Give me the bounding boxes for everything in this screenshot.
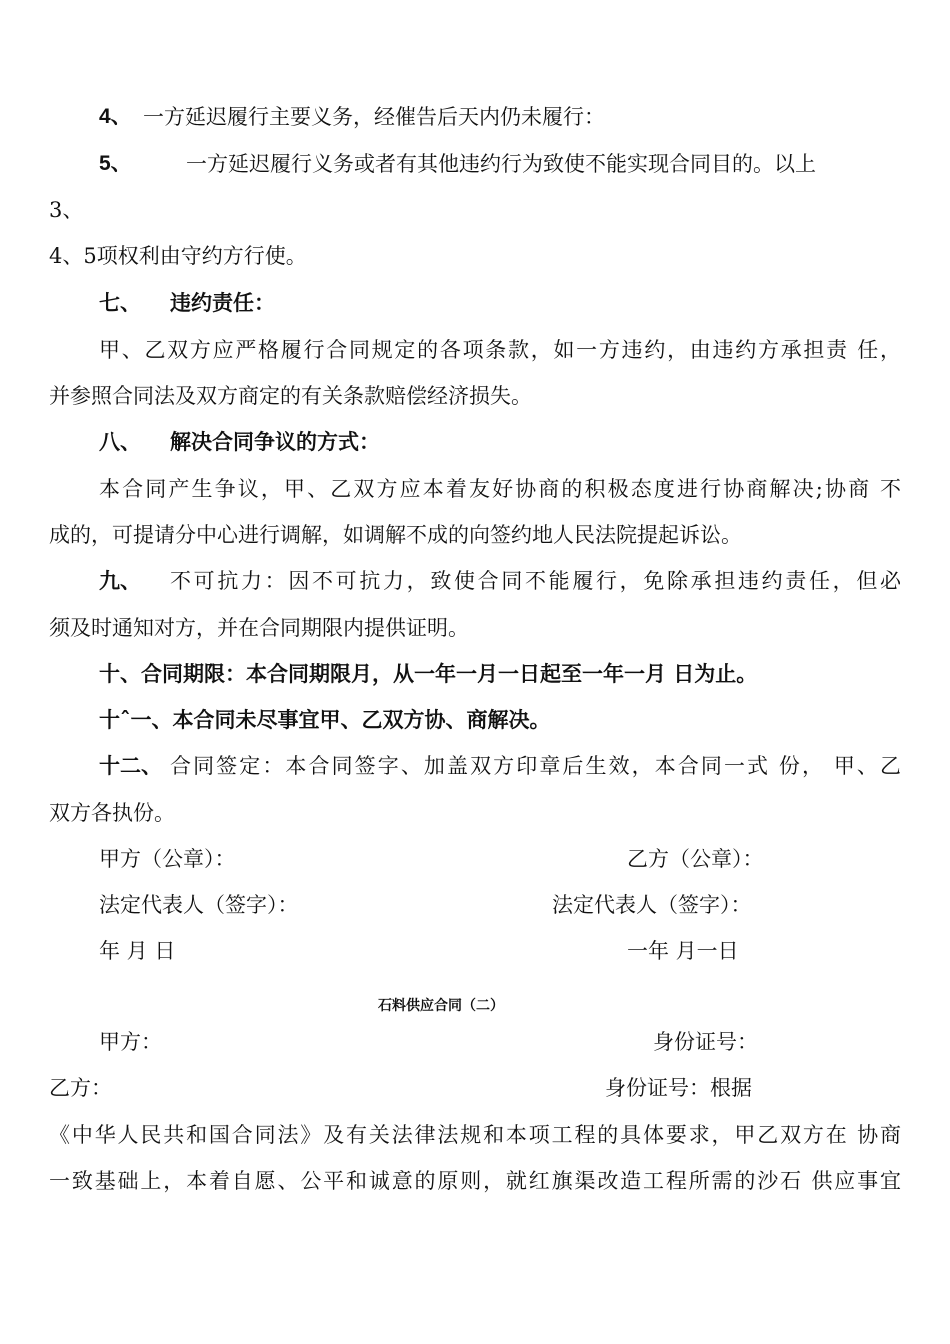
party-a-representative-label: 法定代表人（签字）： — [99, 893, 299, 917]
section8-paragraph-line1: 本合同产生争议，甲、乙双方应本着友好协商的积极态度进行协商解决;协商 不 — [99, 477, 901, 501]
section8-title: 解决合同争议的方式： — [170, 430, 380, 454]
section12-number: 十二、 — [99, 754, 162, 778]
item4-text: 一方延迟履行主要义务，经催告后天内仍未履行： — [143, 105, 605, 129]
section9-number: 九、 — [99, 569, 141, 593]
item5-text: 一方延迟履行义务或者有其他违约行为致使不能实现合同目的。以上 — [186, 152, 816, 176]
section12-paragraph-line1: 合同签定：本合同签字、加盖双方印章后生效，本合同一式 份， 甲、乙 — [170, 754, 901, 778]
section10-text: 十、合同期限：本合同期限月，从一年一月一日起至一年一月 日为止。 — [99, 662, 758, 686]
contract-2-title: 石料供应合同（二） — [378, 998, 504, 1014]
party-a-label: 甲方： — [99, 1030, 162, 1054]
party-a-seal-label: 甲方（公章）： — [99, 847, 236, 871]
intro-paragraph-line2: 一致基础上，本着自愿、公平和诚意的原则，就红旗渠改造工程所需的沙石 供应事宜 — [49, 1169, 901, 1193]
item5-number: 5、 — [99, 152, 132, 175]
section11-text: 十ˆ一、本合同未尽事宜甲、乙双方协、商解决。 — [99, 708, 551, 732]
section7-number: 七、 — [99, 291, 141, 315]
party-b-label: 乙方： — [49, 1076, 112, 1100]
intro-paragraph-line1: 《中华人民共和国合同法》及有关法律法规和本项工程的具体要求，甲乙双方在 协商 — [49, 1123, 901, 1147]
section12-paragraph-line2: 双方各执份。 — [49, 801, 175, 825]
party-b-seal-label: 乙方（公章）： — [627, 847, 764, 871]
section7-title: 违约责任： — [170, 291, 275, 315]
party-b-representative-label: 法定代表人（签字）： — [552, 893, 752, 917]
section7-paragraph-line2: 并参照合同法及双方商定的有关条款赔偿经济损失。 — [49, 384, 532, 408]
party-b-date: 一年 月一日 — [627, 939, 739, 963]
section9-paragraph-line1: 不可抗力：因不可抗力，致使合同不能履行，免除承担违约责任，但必 — [170, 569, 901, 593]
section8-number: 八、 — [99, 430, 141, 454]
section8-paragraph-line2: 成的，可提请分中心进行调解，如调解不成的向签约地人民法院提起诉讼。 — [49, 523, 742, 547]
item4-number: 4、 — [99, 105, 132, 128]
party-b-id-label: 身份证号：根据 — [605, 1076, 752, 1100]
party-a-date: 年 月 日 — [99, 939, 176, 963]
item5-continuation-2: 4、5项权利由守约方行使。 — [49, 244, 307, 268]
party-a-id-label: 身份证号： — [653, 1030, 758, 1054]
section9-paragraph-line2: 须及时通知对方，并在合同期限内提供证明。 — [49, 616, 469, 640]
item5-continuation-1: 3、 — [49, 198, 84, 222]
section7-paragraph-line1: 甲、乙双方应严格履行合同规定的各项条款，如一方违约，由违约方承担责 任， — [99, 338, 901, 362]
